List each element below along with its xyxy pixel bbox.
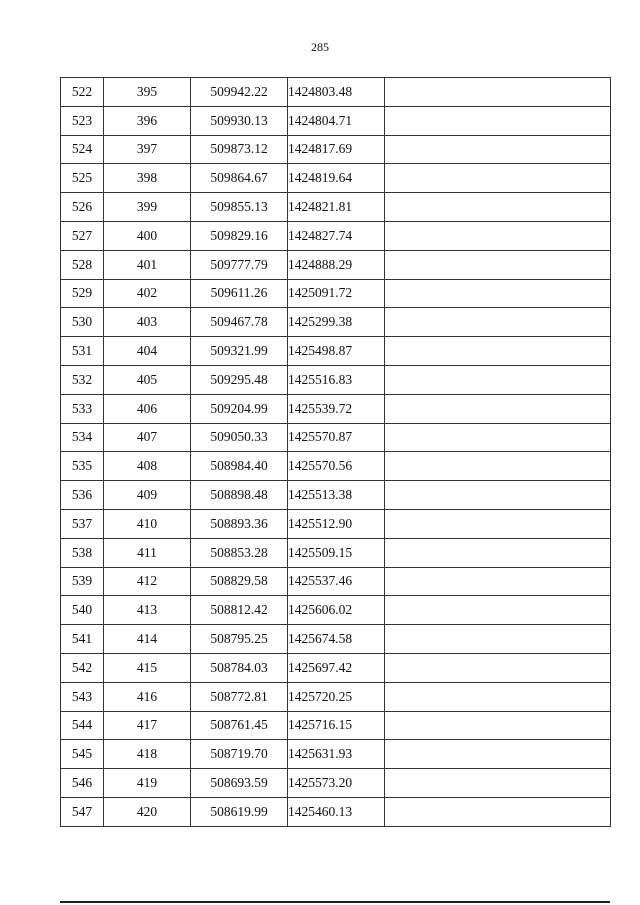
note-cell — [385, 337, 611, 366]
row-index-cell: 542 — [61, 653, 104, 682]
point-number-cell: 404 — [104, 337, 191, 366]
x-coordinate-cell: 509864.67 — [191, 164, 288, 193]
table-row — [61, 653, 611, 682]
note-cell — [385, 682, 611, 711]
row-index-cell: 533 — [61, 394, 104, 423]
y-coordinate-cell: 1425498.87 — [288, 337, 385, 366]
table-row — [61, 538, 611, 567]
note-cell — [385, 769, 611, 798]
y-coordinate-cell: 1424804.71 — [288, 106, 385, 135]
y-coordinate-cell: 1424827.74 — [288, 221, 385, 250]
note-cell — [385, 279, 611, 308]
note-cell — [385, 567, 611, 596]
note-cell — [385, 740, 611, 769]
point-number-cell: 407 — [104, 423, 191, 452]
point-number-cell: 420 — [104, 797, 191, 826]
row-index-cell: 537 — [61, 509, 104, 538]
y-coordinate-cell: 1425573.20 — [288, 769, 385, 798]
x-coordinate-cell: 508784.03 — [191, 653, 288, 682]
row-index-cell: 531 — [61, 337, 104, 366]
row-index-cell: 535 — [61, 452, 104, 481]
x-coordinate-cell: 508898.48 — [191, 481, 288, 510]
x-coordinate-cell: 509942.22 — [191, 78, 288, 107]
table-body — [61, 78, 611, 827]
y-coordinate-cell: 1424817.69 — [288, 135, 385, 164]
point-number-cell: 411 — [104, 538, 191, 567]
point-number-cell: 414 — [104, 625, 191, 654]
point-number-cell: 418 — [104, 740, 191, 769]
point-number-cell: 413 — [104, 596, 191, 625]
row-index-cell: 528 — [61, 250, 104, 279]
x-coordinate-cell: 508619.99 — [191, 797, 288, 826]
row-index-cell: 529 — [61, 279, 104, 308]
table-row — [61, 452, 611, 481]
y-coordinate-cell: 1425460.13 — [288, 797, 385, 826]
row-index-cell: 534 — [61, 423, 104, 452]
table-row — [61, 394, 611, 423]
note-cell — [385, 106, 611, 135]
table-row — [61, 135, 611, 164]
x-coordinate-cell: 509050.33 — [191, 423, 288, 452]
table-row — [61, 625, 611, 654]
y-coordinate-cell: 1425299.38 — [288, 308, 385, 337]
note-cell — [385, 509, 611, 538]
point-number-cell: 395 — [104, 78, 191, 107]
row-index-cell: 524 — [61, 135, 104, 164]
x-coordinate-cell: 509777.79 — [191, 250, 288, 279]
table-row — [61, 250, 611, 279]
point-number-cell: 403 — [104, 308, 191, 337]
note-cell — [385, 193, 611, 222]
table-row — [61, 106, 611, 135]
y-coordinate-cell: 1425570.56 — [288, 452, 385, 481]
x-coordinate-cell: 508812.42 — [191, 596, 288, 625]
x-coordinate-cell: 508853.28 — [191, 538, 288, 567]
point-number-cell: 409 — [104, 481, 191, 510]
x-coordinate-cell: 509204.99 — [191, 394, 288, 423]
x-coordinate-cell: 509295.48 — [191, 365, 288, 394]
row-index-cell: 547 — [61, 797, 104, 826]
table-row — [61, 78, 611, 107]
point-number-cell: 396 — [104, 106, 191, 135]
table-row — [61, 193, 611, 222]
point-number-cell: 417 — [104, 711, 191, 740]
y-coordinate-cell: 1425091.72 — [288, 279, 385, 308]
table-row — [61, 769, 611, 798]
note-cell — [385, 164, 611, 193]
table-row — [61, 221, 611, 250]
point-number-cell: 408 — [104, 452, 191, 481]
row-index-cell: 544 — [61, 711, 104, 740]
note-cell — [385, 78, 611, 107]
table-row — [61, 481, 611, 510]
y-coordinate-cell: 1425720.25 — [288, 682, 385, 711]
y-coordinate-cell: 1425674.58 — [288, 625, 385, 654]
note-cell — [385, 250, 611, 279]
x-coordinate-cell: 508893.36 — [191, 509, 288, 538]
note-cell — [385, 625, 611, 654]
point-number-cell: 401 — [104, 250, 191, 279]
point-number-cell: 405 — [104, 365, 191, 394]
y-coordinate-cell: 1424819.64 — [288, 164, 385, 193]
table-row — [61, 423, 611, 452]
point-number-cell: 399 — [104, 193, 191, 222]
row-index-cell: 523 — [61, 106, 104, 135]
point-number-cell: 406 — [104, 394, 191, 423]
y-coordinate-cell: 1425537.46 — [288, 567, 385, 596]
note-cell — [385, 308, 611, 337]
row-index-cell: 540 — [61, 596, 104, 625]
y-coordinate-cell: 1424888.29 — [288, 250, 385, 279]
row-index-cell: 522 — [61, 78, 104, 107]
note-cell — [385, 423, 611, 452]
x-coordinate-cell: 508829.58 — [191, 567, 288, 596]
x-coordinate-cell: 509829.16 — [191, 221, 288, 250]
x-coordinate-cell: 509873.12 — [191, 135, 288, 164]
table-row — [61, 797, 611, 826]
row-index-cell: 526 — [61, 193, 104, 222]
row-index-cell: 532 — [61, 365, 104, 394]
page-number: 285 — [311, 40, 329, 54]
point-number-cell: 398 — [104, 164, 191, 193]
point-number-cell: 412 — [104, 567, 191, 596]
note-cell — [385, 797, 611, 826]
table-row — [61, 337, 611, 366]
x-coordinate-cell: 508772.81 — [191, 682, 288, 711]
row-index-cell: 545 — [61, 740, 104, 769]
row-index-cell: 543 — [61, 682, 104, 711]
table-row — [61, 740, 611, 769]
table-row — [61, 682, 611, 711]
x-coordinate-cell: 509930.13 — [191, 106, 288, 135]
y-coordinate-cell: 1425516.83 — [288, 365, 385, 394]
row-index-cell: 541 — [61, 625, 104, 654]
y-coordinate-cell: 1425570.87 — [288, 423, 385, 452]
row-index-cell: 539 — [61, 567, 104, 596]
x-coordinate-cell: 508984.40 — [191, 452, 288, 481]
table-row — [61, 308, 611, 337]
y-coordinate-cell: 1425606.02 — [288, 596, 385, 625]
y-coordinate-cell: 1425513.38 — [288, 481, 385, 510]
row-index-cell: 530 — [61, 308, 104, 337]
point-number-cell: 415 — [104, 653, 191, 682]
table-row — [61, 279, 611, 308]
point-number-cell: 397 — [104, 135, 191, 164]
point-number-cell: 410 — [104, 509, 191, 538]
table-row — [61, 164, 611, 193]
y-coordinate-cell: 1424803.48 — [288, 78, 385, 107]
y-coordinate-cell: 1425716.15 — [288, 711, 385, 740]
note-cell — [385, 135, 611, 164]
note-cell — [385, 394, 611, 423]
y-coordinate-cell: 1425539.72 — [288, 394, 385, 423]
y-coordinate-cell: 1425509.15 — [288, 538, 385, 567]
row-index-cell: 536 — [61, 481, 104, 510]
footer-rule — [60, 901, 610, 903]
x-coordinate-cell: 508719.70 — [191, 740, 288, 769]
row-index-cell: 546 — [61, 769, 104, 798]
y-coordinate-cell: 1425512.90 — [288, 509, 385, 538]
row-index-cell: 527 — [61, 221, 104, 250]
coordinates-table — [60, 77, 611, 827]
note-cell — [385, 711, 611, 740]
x-coordinate-cell: 509321.99 — [191, 337, 288, 366]
x-coordinate-cell: 509467.78 — [191, 308, 288, 337]
note-cell — [385, 365, 611, 394]
point-number-cell: 419 — [104, 769, 191, 798]
note-cell — [385, 452, 611, 481]
point-number-cell: 400 — [104, 221, 191, 250]
row-index-cell: 538 — [61, 538, 104, 567]
x-coordinate-cell: 508693.59 — [191, 769, 288, 798]
table-row — [61, 365, 611, 394]
table-row — [61, 596, 611, 625]
note-cell — [385, 538, 611, 567]
table-row — [61, 711, 611, 740]
note-cell — [385, 221, 611, 250]
point-number-cell: 416 — [104, 682, 191, 711]
y-coordinate-cell: 1425631.93 — [288, 740, 385, 769]
table-row — [61, 567, 611, 596]
row-index-cell: 525 — [61, 164, 104, 193]
x-coordinate-cell: 508761.45 — [191, 711, 288, 740]
y-coordinate-cell: 1425697.42 — [288, 653, 385, 682]
note-cell — [385, 481, 611, 510]
note-cell — [385, 596, 611, 625]
x-coordinate-cell: 509611.26 — [191, 279, 288, 308]
table-row — [61, 509, 611, 538]
x-coordinate-cell: 508795.25 — [191, 625, 288, 654]
note-cell — [385, 653, 611, 682]
point-number-cell: 402 — [104, 279, 191, 308]
x-coordinate-cell: 509855.13 — [191, 193, 288, 222]
y-coordinate-cell: 1424821.81 — [288, 193, 385, 222]
